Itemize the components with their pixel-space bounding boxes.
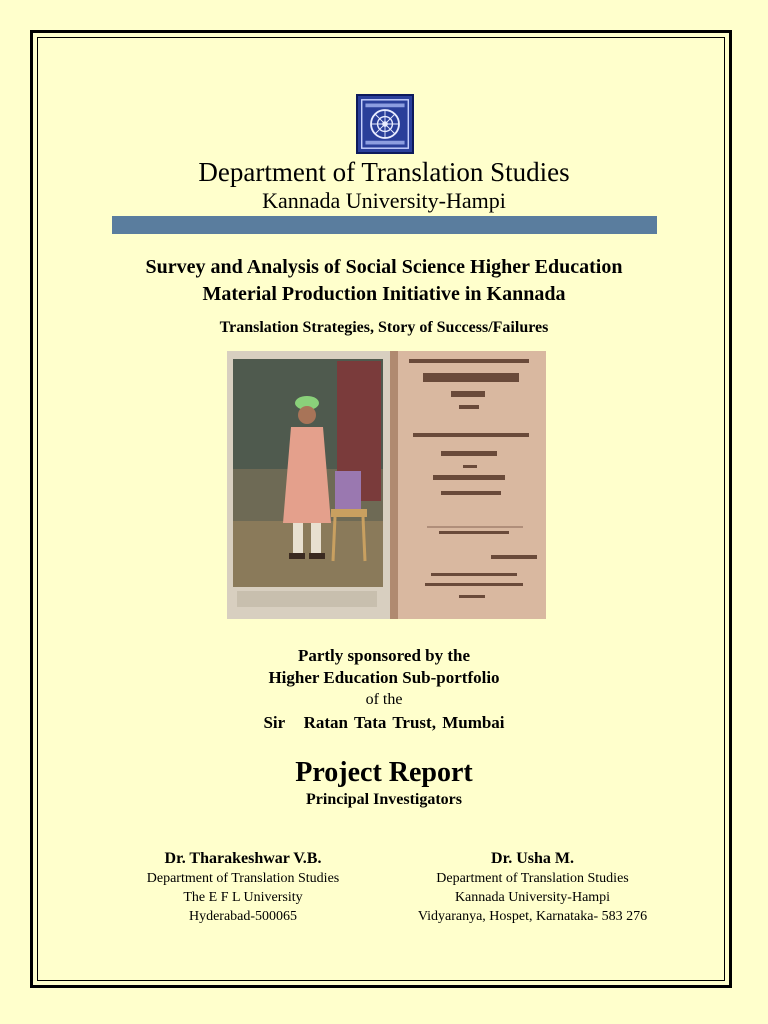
department-title: Department of Translation Studies bbox=[198, 157, 570, 187]
investigator-department: Department of Translation Studies bbox=[436, 871, 629, 886]
report-title-line-2: Material Production Initiative in Kannada bbox=[202, 283, 566, 305]
investigator-address: Vidyaranya, Hospet, Karnataka- 583 276 bbox=[417, 909, 648, 924]
project-report-heading: Project Report bbox=[295, 757, 473, 788]
investigator-block-1 bbox=[113, 849, 373, 926]
report-title-line-1: Survey and Analysis of Social Science Higher Education bbox=[145, 256, 623, 278]
sponsor-line-3: of the bbox=[365, 691, 403, 708]
report-subtitle: Translation Strategies, Story of Success/Failures bbox=[219, 319, 549, 336]
investigator-name: Dr. Tharakeshwar V.B. bbox=[164, 850, 322, 867]
sponsor-line-2: Higher Education Sub-portfolio bbox=[268, 668, 500, 687]
investigator-institution: The E F L University bbox=[183, 890, 303, 905]
university-emblem-icon bbox=[356, 94, 414, 154]
investigator-institution: Kannada University-Hampi bbox=[454, 890, 611, 905]
book-cover-photo bbox=[227, 351, 546, 619]
investigator-name: Dr. Usha M. bbox=[491, 850, 574, 867]
report-title bbox=[0, 254, 768, 308]
principal-investigators-heading: Principal Investigators bbox=[306, 791, 462, 808]
header-divider-bar bbox=[112, 216, 657, 234]
investigator-department: Department of Translation Studies bbox=[146, 871, 340, 886]
investigator-block-2 bbox=[395, 849, 670, 926]
university-title: Kannada University-Hampi bbox=[262, 188, 506, 213]
sponsor-line-1: Partly sponsored by the bbox=[297, 646, 471, 665]
investigator-address: Hyderabad-500065 bbox=[188, 909, 298, 924]
sponsor-line-4: Sir Ratan Tata Trust, Mumbai bbox=[263, 713, 505, 732]
